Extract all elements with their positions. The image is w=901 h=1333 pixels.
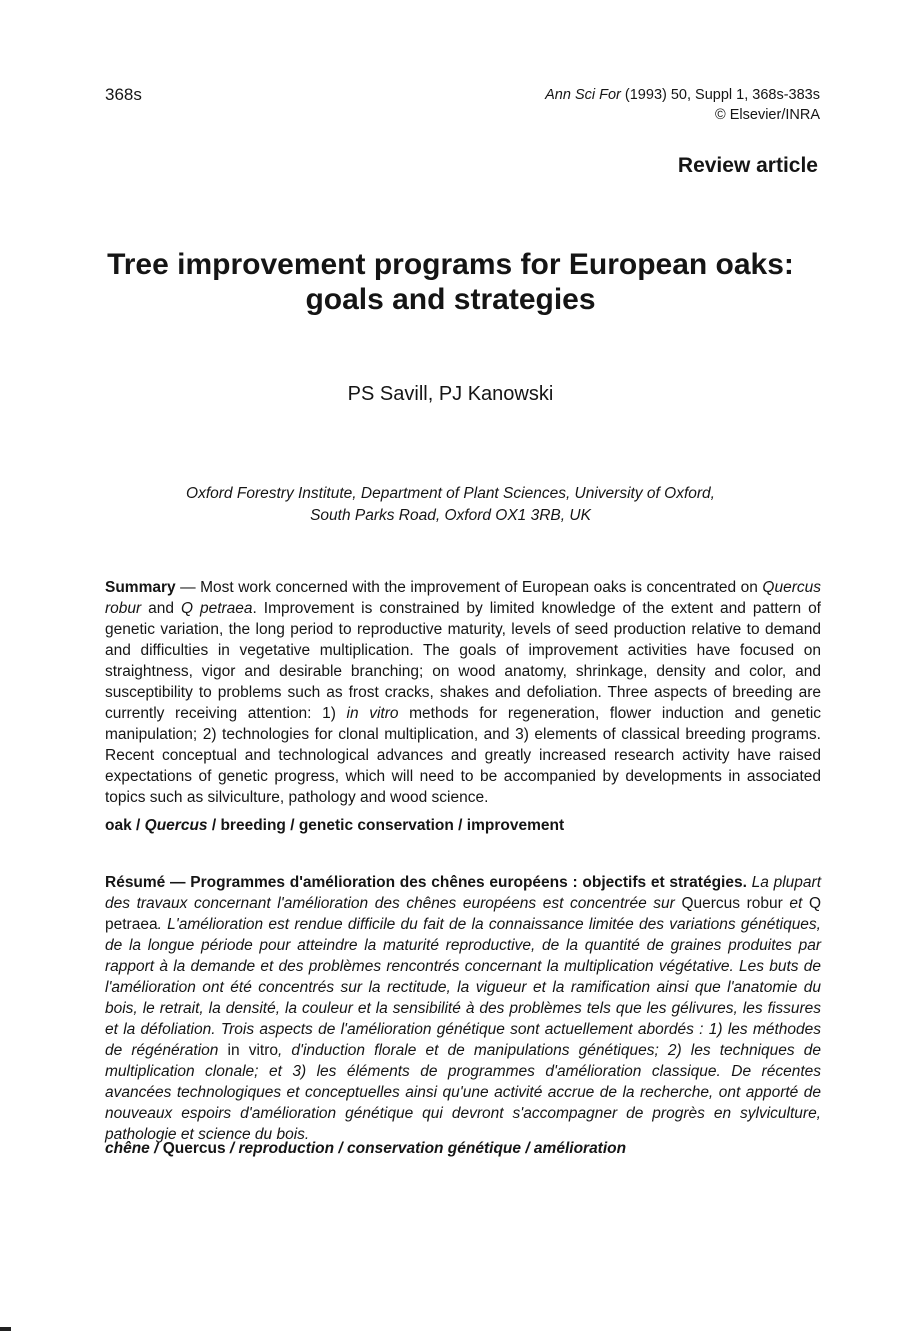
text-run: . L'amélioration est rendue difficile du fait de la connaissance limitée des variations génétiques, de la longue période pour atteindre la maturité reproductive, de la quantité de graines produites par rapport à la demande et des problèmes rencontrés concernant la multiplication végétative. Les buts de l'amélioration ont été concentrés sur la rectitude, la vigueur et la ramification ainsi que l'anatomie du bois, le retrait, la densité, la couleur et la sensibilité à des problèmes tels que les gélivures, les fissures et la défoliation. Trois aspects de l'amélioration génétique sont actuellement abordés : 1) les méthodes de régénération bbox=[105, 916, 821, 1059]
text-run: Q petraea bbox=[180, 600, 253, 617]
text-run: et bbox=[782, 895, 809, 912]
keywords-french bbox=[105, 1138, 821, 1159]
text-run: methods for regeneration, flower induction and genetic manipulation; 2) technologies for clonal multiplication, and 3) elements of classical breeding programs. Recent conceptual and technological advances and greatly increased research activity have raised expectations of genetic progress, which will need to be accompanied by developments in associated topics such as silviculture, pathology and wood science. bbox=[105, 705, 822, 806]
copyright-notice: © Elsevier/INRA bbox=[715, 107, 820, 123]
text-run: Ann Sci For bbox=[545, 87, 621, 103]
page-number: 368s bbox=[105, 85, 142, 104]
abstract-english bbox=[105, 577, 821, 808]
text-run: / breeding / genetic conservation / improvement bbox=[207, 817, 565, 834]
text-run: Quercus bbox=[162, 1140, 226, 1157]
text-run: in vitro bbox=[346, 705, 399, 722]
text-run: Quercus bbox=[144, 817, 208, 834]
keywords-english bbox=[105, 815, 821, 836]
text-run: chêne / bbox=[105, 1140, 163, 1157]
text-run: in vitro bbox=[227, 1042, 278, 1059]
text-run: Q petraea bbox=[105, 895, 821, 933]
journal-reference bbox=[545, 85, 820, 105]
authors: PS Savill, PJ Kanowski bbox=[347, 383, 554, 405]
abstract-french bbox=[105, 872, 821, 1145]
text-run: Résumé — Programmes d'amélioration des chênes européens : objectifs et stratégies. bbox=[105, 874, 747, 891]
article-title bbox=[0, 247, 901, 317]
article-type-label: Review article bbox=[677, 154, 818, 177]
text-run: Summary bbox=[105, 579, 176, 596]
text-run: , d'induction florale et de manipulations génétiques; 2) les techniques de multiplication clonale; et 3) les éléments de programmes d'amélioration classique. De récentes avancées technologiques et conceptuelles ainsi qu'une activité accrue de la recherche, ont apporté de nouveaux espoirs d'amélioration génétique qui devront s'accompagner de progrès en sylviculture, pathologie et science du bois. bbox=[105, 1042, 822, 1143]
text-run: / reproduction / conservation génétique / amélioration bbox=[225, 1140, 627, 1157]
scan-artifact bbox=[0, 1327, 11, 1331]
text-run: Quercus robur bbox=[105, 579, 821, 617]
affiliation bbox=[0, 483, 901, 527]
journal-info bbox=[545, 85, 820, 125]
text-run: — Most work concerned with the improvement of European oaks is concentrated on bbox=[175, 579, 763, 596]
text-run: La plupart des travaux concernant l'amélioration des chênes européens est concentrée sur bbox=[105, 874, 821, 912]
text-run: and bbox=[141, 600, 181, 617]
affiliation-line1: Oxford Forestry Institute, Department of Plant Sciences, University of Oxford, bbox=[186, 485, 715, 502]
text-run: oak / bbox=[105, 817, 145, 834]
article-title-line1: Tree improvement programs for European oaks: bbox=[107, 248, 794, 281]
article-title-line2: goals and strategies bbox=[305, 283, 596, 316]
text-run: Quercus robur bbox=[681, 895, 783, 912]
text-run: (1993) 50, Suppl 1, 368s-383s bbox=[620, 87, 820, 103]
text-run: . Improvement is constrained by limited knowledge of the extent and pattern of genetic variation, the long period to reproductive maturity, levels of seed production relative to demand and difficulties in vegetative multiplication. The goals of improvement activities have focused on straightness, vigor and desirable branching; on wood anatomy, shrinkage, density and color, and susceptibility to problems such as frost cracks, shakes and defoliation. Three aspects of breeding are currently receiving attention: 1) bbox=[105, 600, 821, 722]
affiliation-line2: South Parks Road, Oxford OX1 3RB, UK bbox=[310, 507, 591, 524]
